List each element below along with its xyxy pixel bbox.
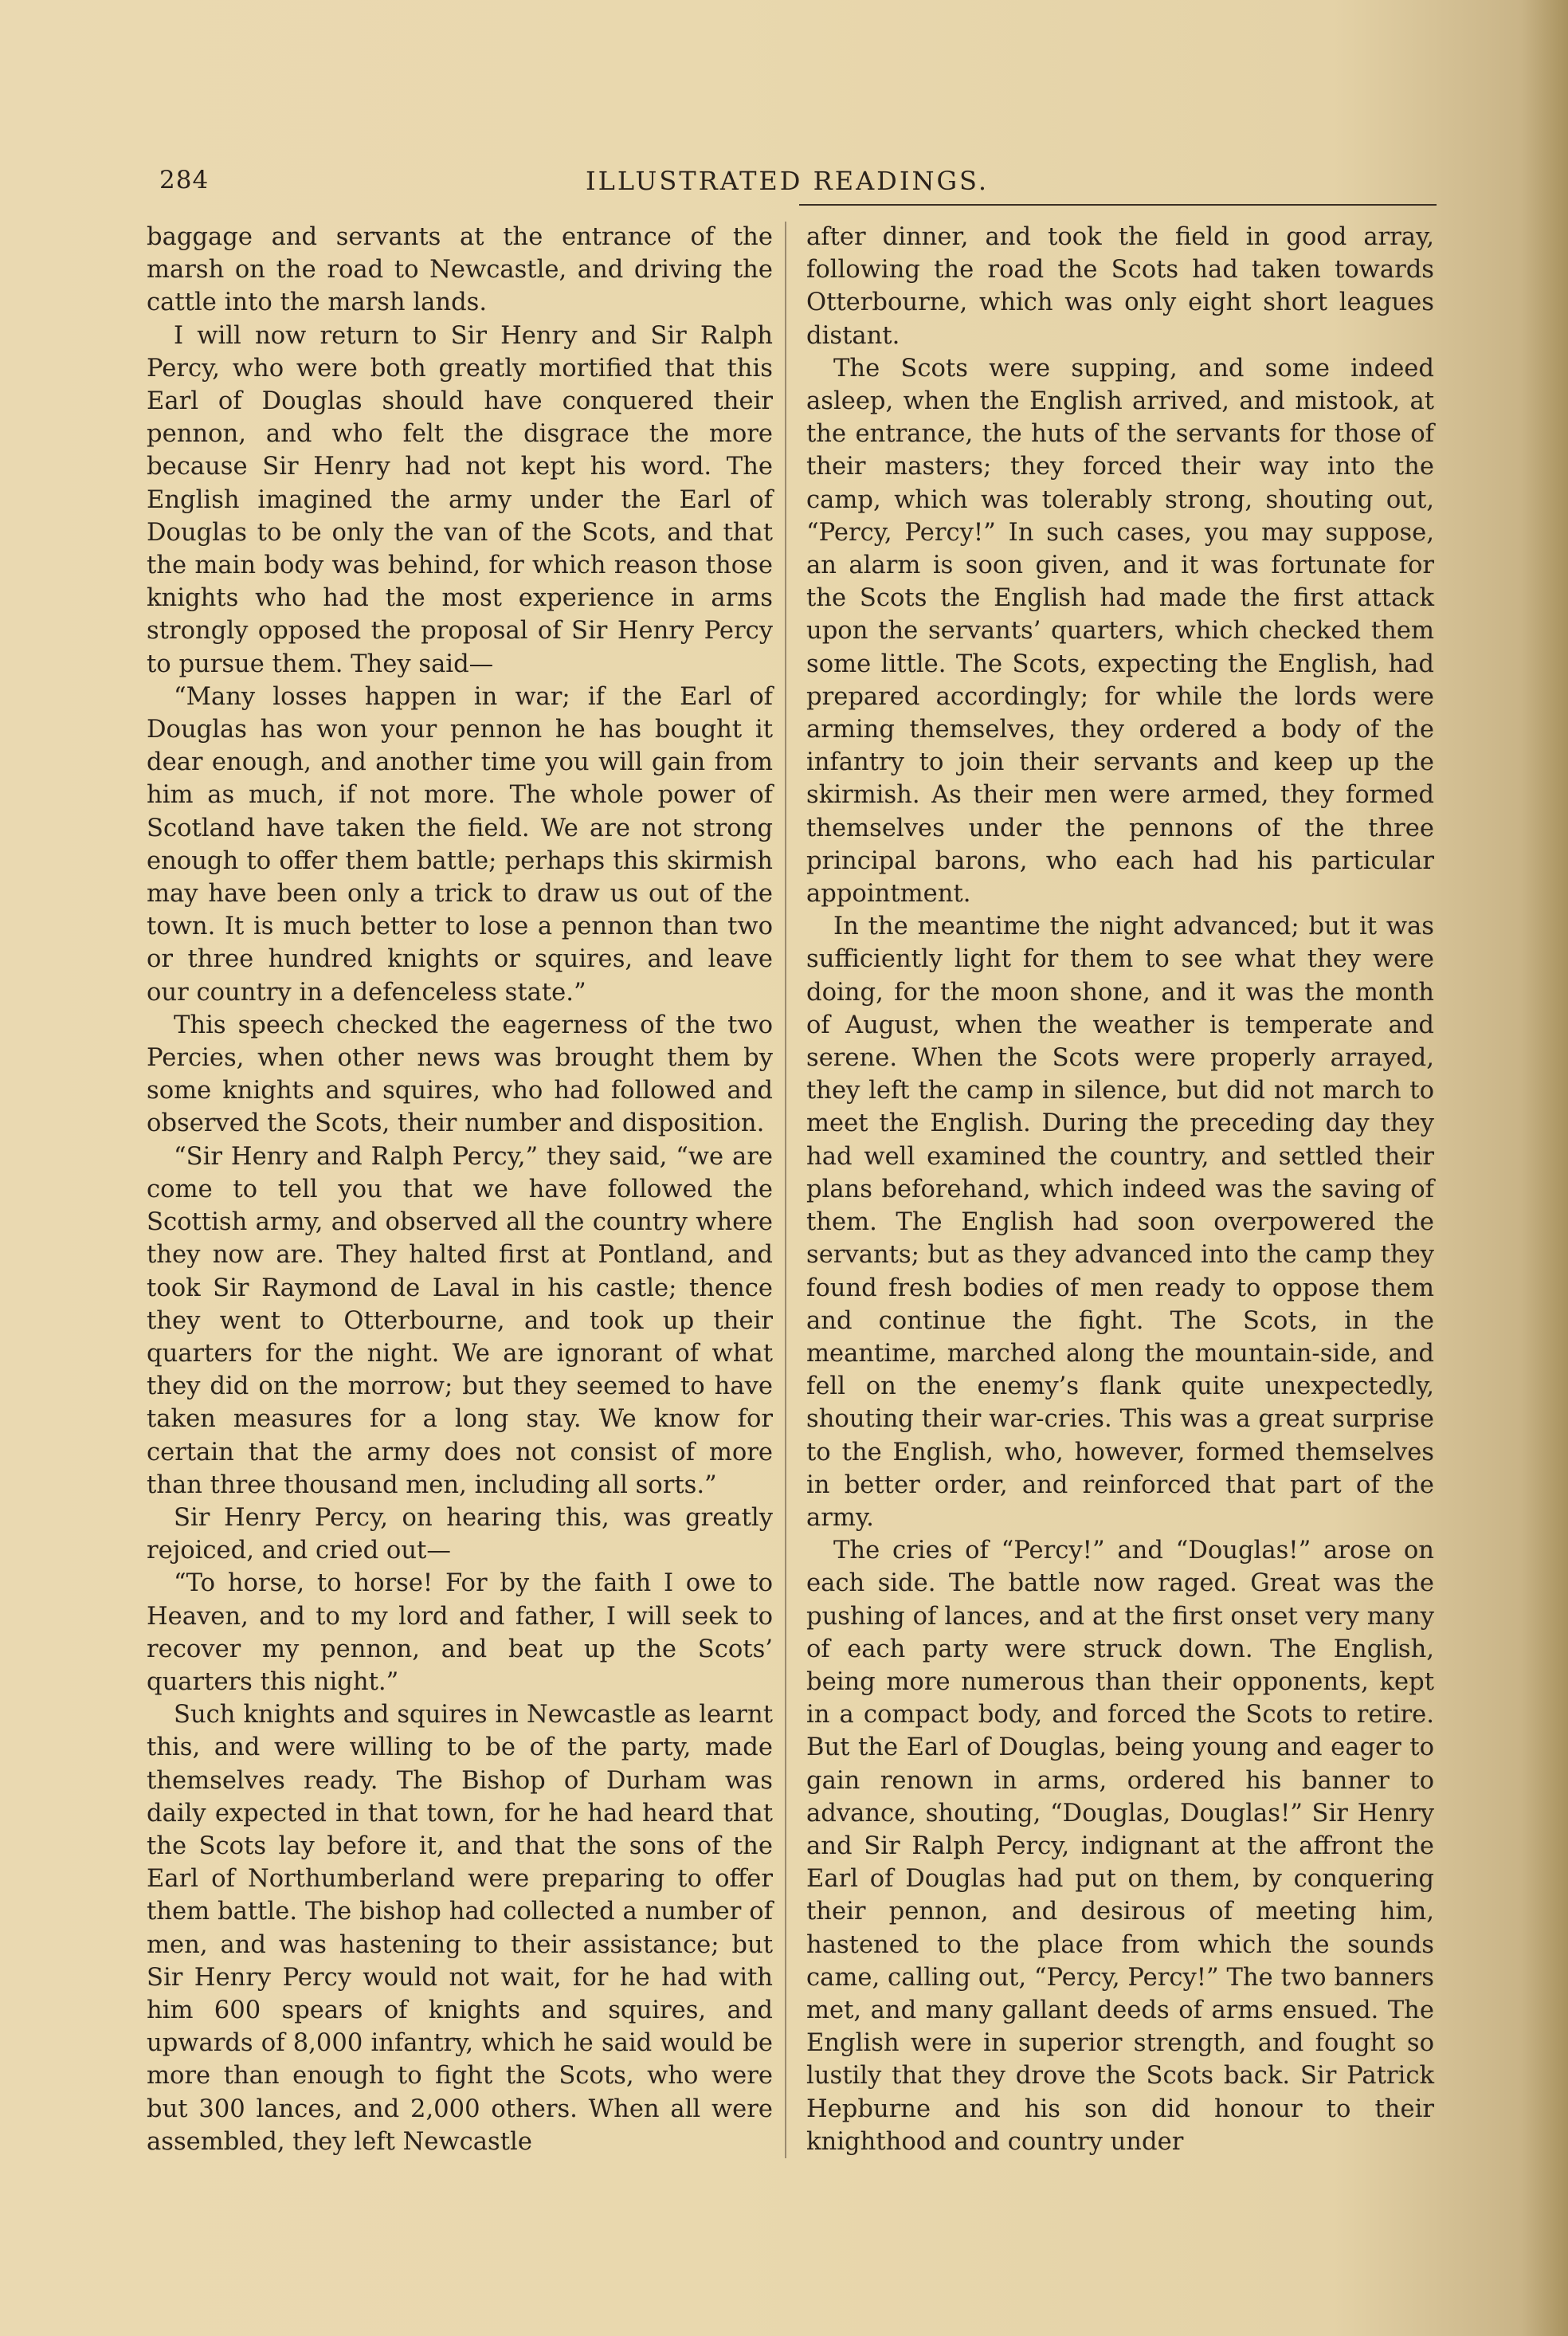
header-rule [799,204,1437,206]
page-number: 284 [159,166,210,194]
paragraph: This speech checked the eagerness of the two Percies, when other news was brought them by some knights and squires, who had followed and observed the Scots, their number and disposition. [147,1011,773,1138]
paragraph: The cries of “Percy!” and “Douglas!” arose on each side. The battle now raged. Great was the pushing of lances, and at the first onset very many of each party were struck down. The English, being more numerous than their opponents, kept in a compact body, and forced the Scots to retire. But the Earl of Douglas, being young and eager to gain renown in arms, ordered his banner to advance, shouting, “Douglas, Douglas!” Sir Henry and Sir Ralph Percy, indignant at the affront the Earl of Douglas had put on them, by conquering their pennon, and desirous of meeting him, hastened to the place from which the sounds came, calling out, “Percy, Percy!” The two banners met, and many gallant deeds of arms ensued. The English were in superior strength, and fought so lustily that they drove the Scots back. Sir Patrick Hepburne and his son did honour to their knighthood and country under [806,1537,1434,2156]
right-column [806,221,1434,2158]
left-column [147,221,773,2158]
paragraph: baggage and servants at the entrance of the marsh on the road to Newcastle, and driving the cattle into the marsh lands. [147,223,773,317]
column-divider [785,222,786,2158]
paragraph: “To horse, to horse! For by the faith I owe to Heaven, and to my lord and father, I will seek to recover my pennon, and beat up the Scots’ quarters this night.” [147,1569,773,1696]
running-title: ILLUSTRATED READINGS. [586,166,989,196]
paragraph: The Scots were supping, and some indeed asleep, when the English arrived, and mistook, at the entrance, the huts of the servants for those of their masters; they forced their way into the camp, which was tolerably strong, shouting out, “Percy, Percy!” In such cases, you may suppose, an alarm is soon given, and it was fortunate for the Scots the English had made the first attack upon the servants’ quarters, which checked them some little. The Scots, expecting the English, had prepared accordingly; for while the lords were arming themselves, they ordered a body of the infantry to join their servants and keep up the skirmish. As their men were armed, they formed themselves under the pennons of the three principal barons, who each had his particular appointment. [806,354,1434,909]
paragraph: In the meantime the night advanced; but it was sufficiently light for them to see what they were doing, for the moon shone, and it was the month of August, when the weather is temperate and serene. When the Scots were properly arrayed, they left the camp in silence, but did not march to meet the English. During the preceding day they had well examined the country, and settled their plans beforehand, which indeed was the saving of them. The English had soon overpowered the servants; but as they advanced into the camp they found fresh bodies of men ready to oppose them and continue the fight. The Scots, in the meantime, marched along the mountain-side, and fell on the enemy’s flank quite unexpectedly, shouting their war-cries. This was a great surprise to the English, who, however, formed themselves in better order, and reinforced that part of the army. [806,913,1434,1532]
paragraph: Such knights and squires in Newcastle as learnt this, and were willing to be of the party, made themselves ready. The Bishop of Durham was daily expected in that town, for he had heard that the Scots lay before it, and that the sons of the Earl of Northumberland were preparing to offer them battle. The bishop had collected a number of men, and was hastening to their assistance; but Sir Henry Percy would not wait, for he had with him 600 spears of knights and squires, and upwards of 8,000 infantry, which he said would be more than enough to fight the Scots, who were but 300 lances, and 2,000 others. When all were assembled, they left Newcastle [147,1701,773,2156]
paragraph: “Sir Henry and Ralph Percy,” they said, “we are come to tell you that we have followed the Scottish army, and observed all the country where they now are. They halted first at Pontland, and took Sir Raymond de Laval in his castle; thence they went to Otterbourne, and took up their quarters for the night. We are ignorant of what they did on the morrow; but they seemed to have taken measures for a long stay. We know for certain that the army does not consist of more than three thousand men, including all sorts.” [147,1142,773,1499]
paragraph: after dinner, and took the field in good array, following the road the Scots had taken towards Otterbourne, which was only eight short leagues distant. [806,223,1434,350]
paragraph: Sir Henry Percy, on hearing this, was greatly rejoiced, and cried out— [147,1503,773,1565]
paragraph: I will now return to Sir Henry and Sir Ralph Percy, who were both greatly mortified that this Earl of Douglas should have conquered their pennon, and who felt the disgrace the more because Sir Henry had not kept his word. The English imagined the army under the Earl of Douglas to be only the van of the Scots, and that the main body was behind, for which reason those knights who had the most experience in arms strongly opposed the proposal of Sir Henry Percy to pursue them. They said— [147,321,773,678]
paragraph: “Many losses happen in war; if the Earl of Douglas has won your pennon he has bought it dear enough, and another time you will gain from him as much, if not more. The whole power of Scotland have taken the field. We are not strong enough to offer them battle; perhaps this skirmish may have been only a trick to draw us out of the town. It is much better to lose a pennon than two or three hundred knights or squires, and leave our country in a defenceless state.” [147,682,773,1007]
page-header [159,166,1442,206]
